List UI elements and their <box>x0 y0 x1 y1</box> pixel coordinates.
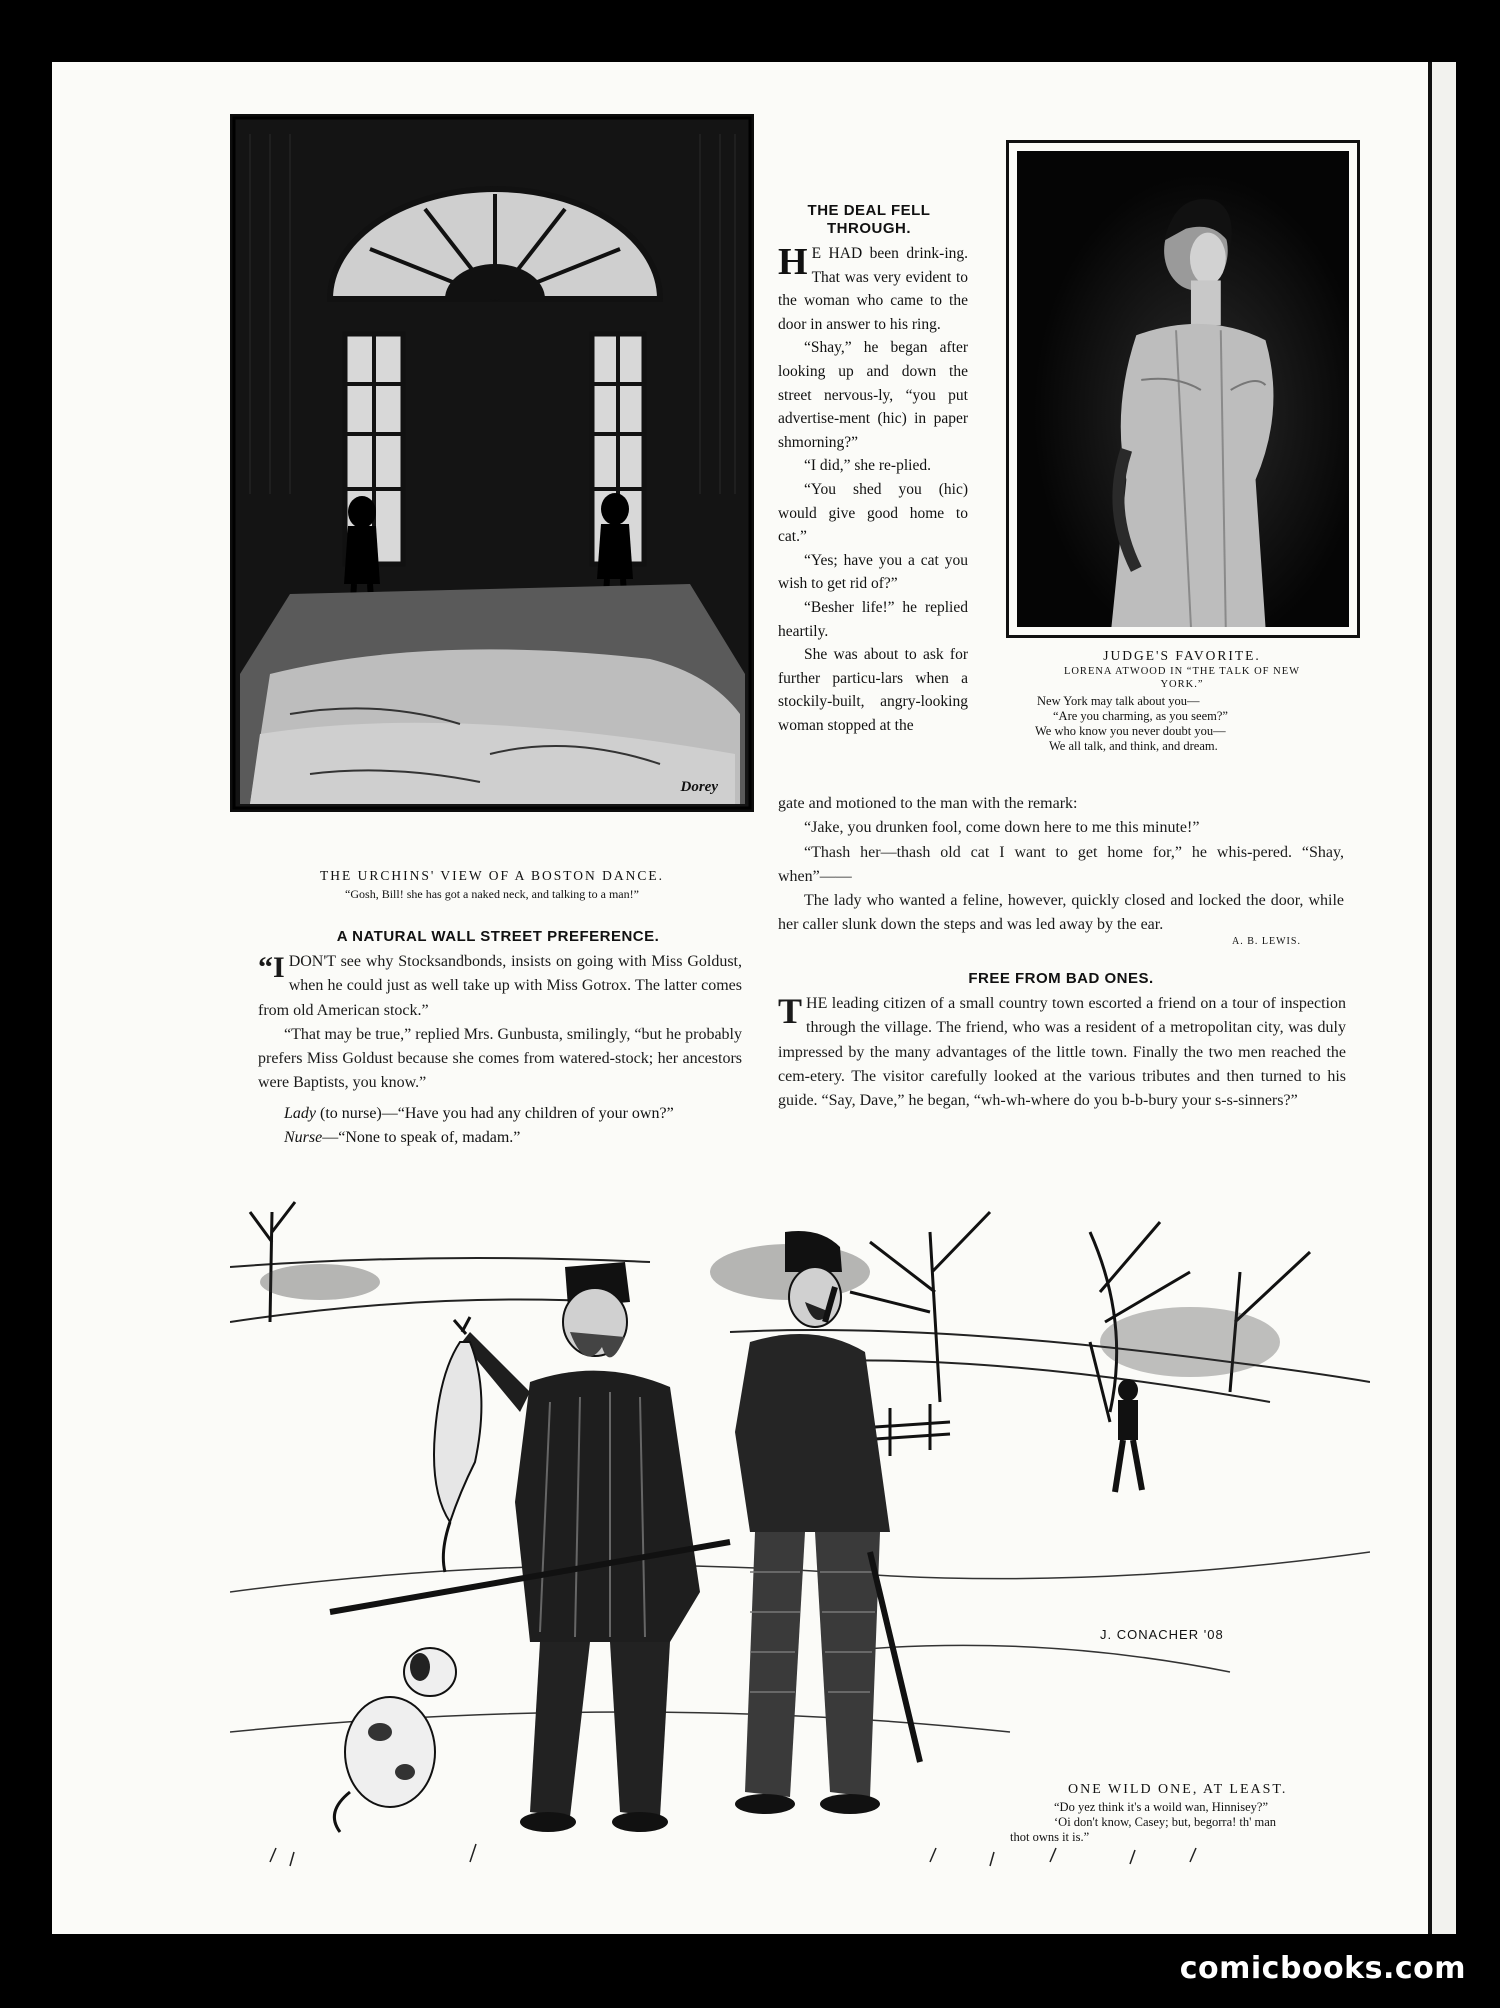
poem-line: “Are you charming, as you seem?” <box>1053 709 1228 723</box>
deal-paragraph: “Thash her—thash old cat I want to get home for,” he whis-pered. “Shay, when”—— <box>778 843 1344 885</box>
hunters-caption-line: thot owns it is.” <box>1010 1830 1090 1844</box>
deal-narrow-column <box>778 242 968 737</box>
deal-paragraph: The lady who wanted a feline, however, quickly closed and locked the door, while her caller slunk down the steps and was led away by the ear. <box>778 892 1344 934</box>
hunters-drawing <box>230 1172 1370 1887</box>
poem-line: We all talk, and think, and dream. <box>1049 739 1218 753</box>
wall-street-dropcap: “I <box>258 951 285 984</box>
magazine-page <box>52 62 1440 1934</box>
deal-wide-column <box>778 792 1344 938</box>
hunters-caption-title: ONE WILD ONE, AT LEAST. <box>1068 1782 1288 1797</box>
deal-paragraph: “Besher life!” he replied heartily. <box>778 598 968 640</box>
deal-paragraph: She was about to ask for further particu-lars when a stockily-built, angry-looking woman stopped at the <box>778 646 968 734</box>
deal-paragraph: “Shay,” he began after looking up and down the street nervous-ly, “you put advertise-ment (hic) in paper shmorning?” <box>778 339 968 451</box>
wall-street-headline: A NATURAL WALL STREET PREFERENCE. <box>336 928 660 945</box>
wall-street-body <box>258 950 742 1096</box>
deal-paragraph: “You shed you (hic) would give good home to cat.” <box>778 480 968 546</box>
lady-aside: (to nurse) <box>320 1105 382 1122</box>
boston-signature: Dorey <box>680 779 718 795</box>
deal-headline-line-1: THE DEAL FELL <box>807 202 931 219</box>
deal-paragraph: “I did,” she re-plied. <box>804 457 931 475</box>
deal-headline <box>775 202 963 238</box>
hunters-caption-line: ‘Oi don't know, Casey; but, begorra! th' man <box>1054 1815 1277 1829</box>
next-page-edge <box>1428 62 1456 1934</box>
nurse-line-1 <box>258 1102 748 1126</box>
deal-paragraph: gate and motioned to the man with the remark: <box>778 795 1078 812</box>
photo-subtitle: LORENA ATWOOD IN “THE TALK OF NEW YORK.” <box>1063 666 1301 690</box>
deal-paragraph: E HAD been drink-ing. That was very evident to the woman who came to the door in answer to his ring. <box>778 245 968 333</box>
lady-speaker: Lady <box>284 1105 316 1122</box>
boston-dance-drawing <box>230 114 754 812</box>
nurse-joke <box>258 1102 748 1150</box>
wall-street-paragraph: “That may be true,” replied Mrs. Gunbusta, smilingly, “but he probably prefers Miss Goldust because she comes from watered-stock; her ancestors were Baptists, you know.” <box>258 1025 742 1092</box>
nurse-text: —“None to speak of, madam.” <box>322 1129 521 1146</box>
hunters-caption <box>1010 1782 1370 1845</box>
bad-ones-dropcap: T <box>778 991 803 1031</box>
photo-title: JUDGE'S FAVORITE. <box>1103 648 1261 663</box>
bad-ones-body <box>778 992 1346 1113</box>
lady-text: —“Have you had any children of your own?” <box>381 1105 674 1122</box>
actress-photo <box>1006 140 1360 638</box>
watermark: comicbooks.com <box>1179 1951 1466 1986</box>
hunters-caption-line: “Do yez think it's a woild wan, Hinnisey?” <box>1054 1800 1269 1814</box>
poem-line: New York may talk about you— <box>1037 694 1200 708</box>
deal-byline: A. B. LEWIS. <box>1232 936 1301 947</box>
wall-street-paragraph: DON'T see why Stocksandbonds, insists on going with Miss Goldust, when he could just as well take up with Miss Gotrox. The latter comes from old American stock.” <box>258 953 742 1019</box>
nurse-line-2 <box>258 1126 748 1150</box>
hunters-illustration <box>230 1172 1370 1887</box>
deal-paragraph: “Yes; have you a cat you wish to get rid of?” <box>778 551 968 593</box>
deal-headline-line-2: THROUGH. <box>827 220 911 237</box>
photo-poem <box>1027 694 1337 754</box>
nurse-speaker: Nurse <box>284 1129 323 1146</box>
deal-paragraph: “Jake, you drunken fool, come down here to me this minute!” <box>804 819 1200 837</box>
boston-caption-title: THE URCHINS' VIEW OF A BOSTON DANCE. <box>319 868 665 883</box>
boston-dance-illustration <box>230 114 754 812</box>
poem-line: We who know you never doubt you— <box>1035 724 1226 738</box>
bad-ones-paragraph: HE leading citizen of a small country town escorted a friend on a tour of inspection through the village. The friend, who was a resident of a metropolitan city, was duly impressed by the many advantages of the little town. Finally the two men reached the cem-etery. The visitor carefully looked at the various tributes and then turned to his guide. “Say, Dave,” he began, “wh-wh-where do you b-b-bury your s-s-sinners?” <box>778 995 1346 1110</box>
actress-photo-image <box>1017 151 1349 627</box>
deal-dropcap: H <box>778 241 808 283</box>
hunters-signature: J. CONACHER '08 <box>1100 1627 1224 1642</box>
boston-caption-quote: “Gosh, Bill! she has got a naked neck, and talking to a man!” <box>345 887 639 901</box>
bad-ones-headline: FREE FROM BAD ONES. <box>968 970 1154 987</box>
